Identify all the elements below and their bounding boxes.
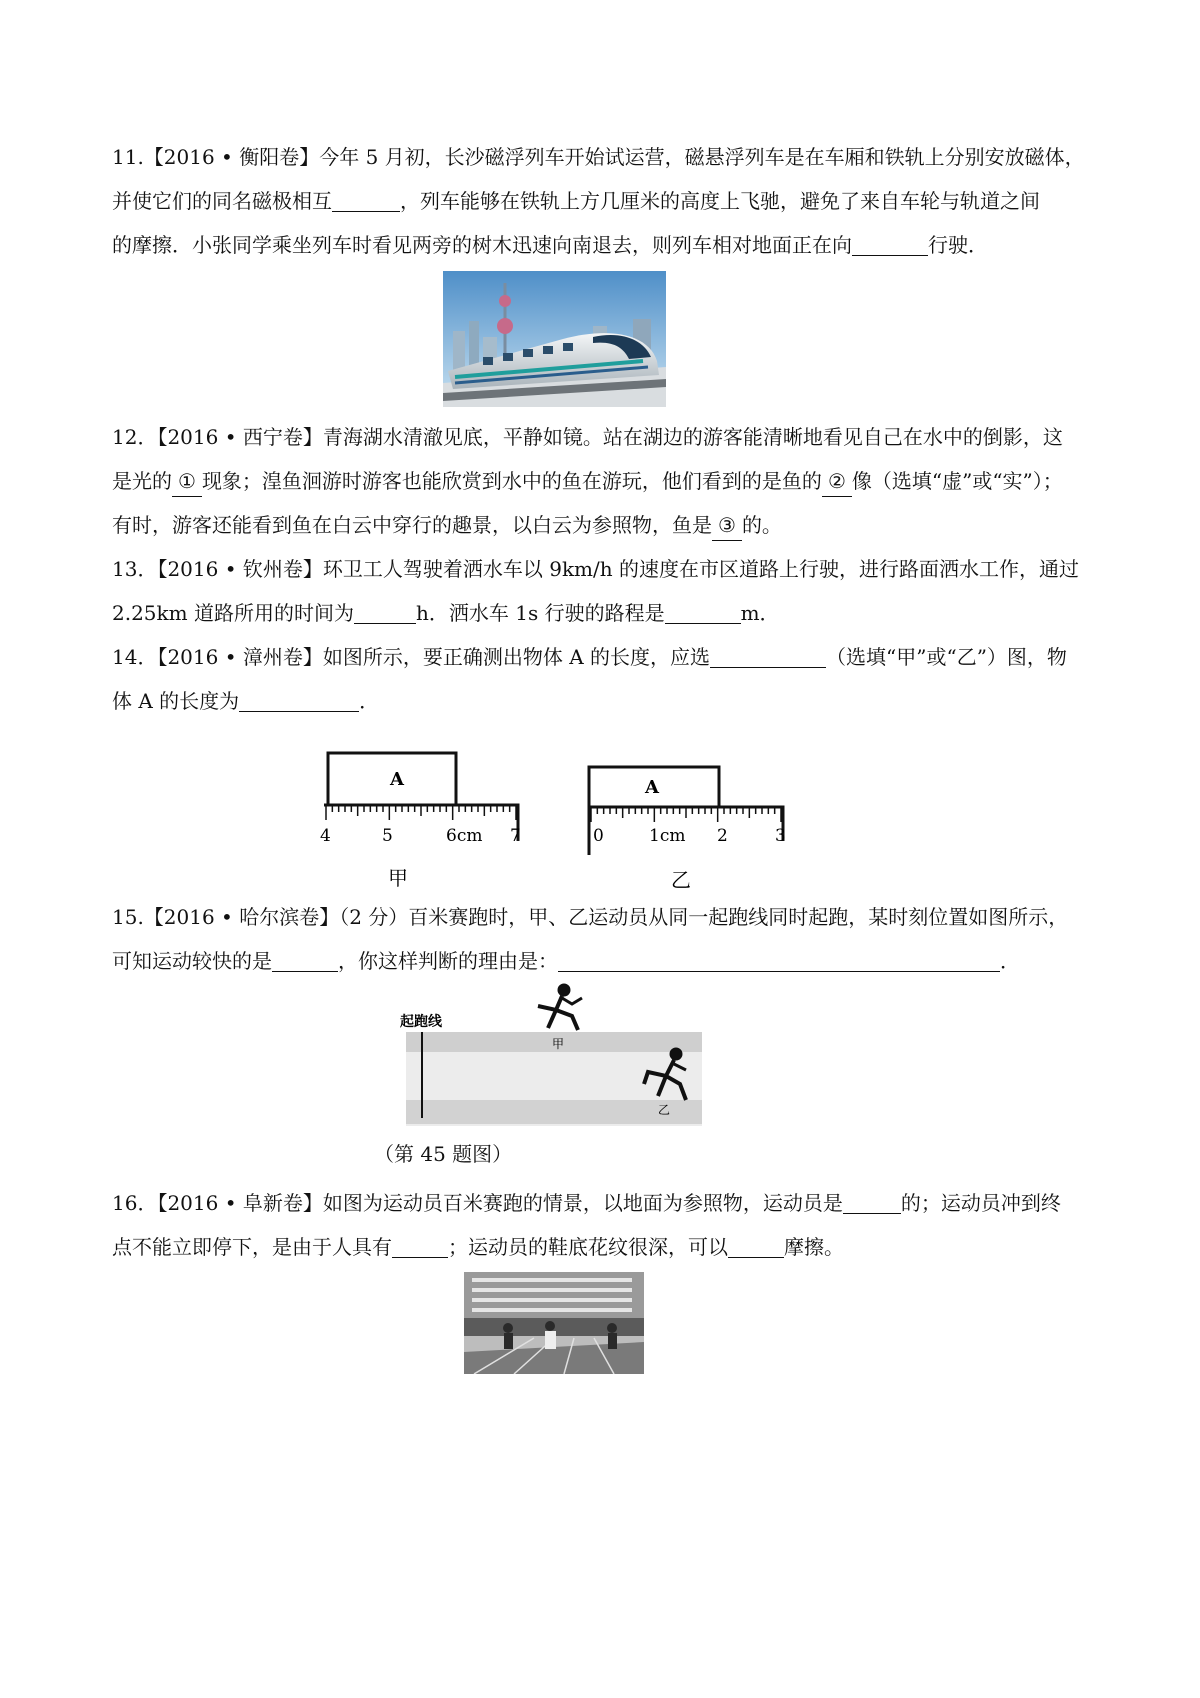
- q11-blank-2[interactable]: [852, 233, 928, 256]
- ruler-ticks: [591, 808, 781, 822]
- q15-line1: [112, 902, 1068, 932]
- q12-text-2c: 像（选填“虚”或“实”）；: [851, 469, 1063, 493]
- q14-blank-2[interactable]: [239, 689, 359, 712]
- q14-text-2b: ．: [359, 689, 380, 713]
- runner-jia-icon: [538, 984, 582, 1030]
- q11-text-1: 11.【2016 • 衡阳卷】今年 5 月初，长沙磁浮列车开始试运营，磁悬浮列车是在车厢和铁轨上分别安放磁体，: [112, 145, 1085, 169]
- q16-blank-1[interactable]: [843, 1191, 901, 1214]
- q13-text-2b: h．洒水车 1s 行驶的路程是: [415, 601, 665, 625]
- q14-line1: [112, 642, 1067, 672]
- q12-line1: [112, 422, 1063, 452]
- q16-text-1b: 的；运动员冲到终: [900, 1191, 1061, 1215]
- tick-label-0: 0: [593, 826, 604, 846]
- object-a-label: A: [645, 777, 659, 798]
- q14-blank-1[interactable]: [710, 645, 826, 668]
- sprint-start-figure: [396, 980, 708, 1128]
- maglev-train-photo: [443, 271, 666, 407]
- q11-text-3b: 行驶．: [928, 233, 988, 257]
- q14-text-1a: 14．【2016 • 漳州卷】如图所示，要正确测出物体 A 的长度，应选: [112, 645, 711, 669]
- q11-blank-1[interactable]: [332, 189, 400, 212]
- tick-label-2: 2: [717, 826, 728, 846]
- tick-label-5: 5: [382, 826, 393, 846]
- q13-text-2c: m．: [740, 601, 780, 625]
- tick-label-6cm: 6cm: [446, 826, 483, 846]
- q15-blank-1[interactable]: [272, 949, 338, 972]
- object-a-label: A: [390, 769, 404, 790]
- q12-text-3a: 有时，游客还能看到鱼在白云中穿行的趣景，以白云为参照物，鱼是: [112, 513, 712, 537]
- runner-jia-label: 甲: [552, 1037, 565, 1051]
- q12-blank-1[interactable]: ①: [172, 466, 202, 497]
- tick-label-3: 3: [775, 826, 786, 846]
- q13-line2: [112, 598, 780, 628]
- figure-label-jia: 甲: [388, 866, 408, 890]
- q11-line3: [112, 230, 988, 260]
- q13-blank-2[interactable]: [665, 601, 741, 624]
- q11-text-2a: 并使它们的同名磁极相互: [112, 189, 332, 213]
- q16-blank-2[interactable]: [392, 1235, 448, 1258]
- q16-text-2a: 点不能立即停下，是由于人具有: [112, 1235, 392, 1259]
- q13-blank-1[interactable]: [354, 601, 416, 624]
- ruler-figure-yi: [583, 745, 795, 895]
- q16-blank-3[interactable]: [728, 1235, 784, 1258]
- q12-text-3b: 的。: [741, 513, 782, 537]
- tick-label-7: 7: [510, 826, 521, 846]
- track-race-photo: [464, 1272, 644, 1374]
- start-line-label: 起跑线: [400, 1014, 442, 1030]
- runner-yi-label: 乙: [658, 1103, 671, 1117]
- q13-text-1: 13．【2016 • 钦州卷】环卫工人驾驶着洒水车以 9km/h 的速度在市区道路上行驶，进行路面洒水工作，通过: [112, 557, 1080, 581]
- q15-blank-2[interactable]: [558, 949, 1000, 972]
- q12-blank-3[interactable]: ③: [712, 510, 742, 541]
- q16-text-1a: 16．【2016 • 阜新卷】如图为运动员百米赛跑的情景，以地面为参照物，运动员是: [112, 1191, 843, 1215]
- q12-blank-2[interactable]: ②: [822, 466, 852, 497]
- ruler-ticks: [326, 806, 516, 820]
- ruler-figure-jia: [318, 745, 530, 895]
- q13-text-2a: 2.25km 道路所用的时间为: [112, 601, 354, 625]
- q15-text-2c: ．: [1000, 949, 1020, 973]
- q15-text-2b: ，你这样判断的理由是：: [338, 949, 558, 973]
- q16-line2: [112, 1232, 844, 1262]
- q15-line2: [112, 946, 1020, 976]
- q16-text-2b: ；运动员的鞋底花纹很深，可以: [448, 1235, 728, 1259]
- q11-line1: [112, 142, 1085, 172]
- q12-line2: [112, 466, 1063, 497]
- q14-line2: [112, 686, 379, 716]
- q12-line3: [112, 510, 782, 541]
- q14-text-2a: 体 A 的长度为: [112, 689, 240, 713]
- q12-text-2b: 现象；湟鱼洄游时游客也能欣赏到水中的鱼在游玩，他们看到的是鱼的: [201, 469, 822, 493]
- figure-label-yi: 乙: [671, 868, 691, 892]
- q16-text-2c: 摩擦。: [784, 1235, 844, 1259]
- q11-text-2b: ，列车能够在铁轨上方几厘米的高度上飞驰，避免了来自车轮与轨道之间: [400, 189, 1040, 213]
- q14-text-1b: （选填“甲”或“乙”）图，物: [826, 645, 1067, 669]
- q16-line1: [112, 1188, 1061, 1218]
- q11-text-3a: 的摩擦．小张同学乘坐列车时看见两旁的树木迅速向南退去，则列车相对地面正在向: [112, 233, 852, 257]
- q12-text-1: 12．【2016 • 西宁卷】青海湖水清澈见底，平静如镜。站在湖边的游客能清晰地看见自己在水中的倒影，这: [112, 425, 1063, 449]
- tick-label-1cm: 1cm: [649, 826, 686, 846]
- figure-caption: （第 45 题图）: [374, 1142, 513, 1166]
- q12-text-2a: 是光的: [112, 469, 172, 493]
- q13-line1: [112, 554, 1079, 584]
- q15-text-1: 15.【2016 • 哈尔滨卷】（2 分）百米赛跑时，甲、乙运动员从同一起跑线同时起跑，某时刻位置如图所示，: [112, 905, 1069, 929]
- tick-label-4: 4: [320, 826, 331, 846]
- q15-text-2a: 可知运动较快的是: [112, 949, 272, 973]
- q11-line2: [112, 186, 1040, 216]
